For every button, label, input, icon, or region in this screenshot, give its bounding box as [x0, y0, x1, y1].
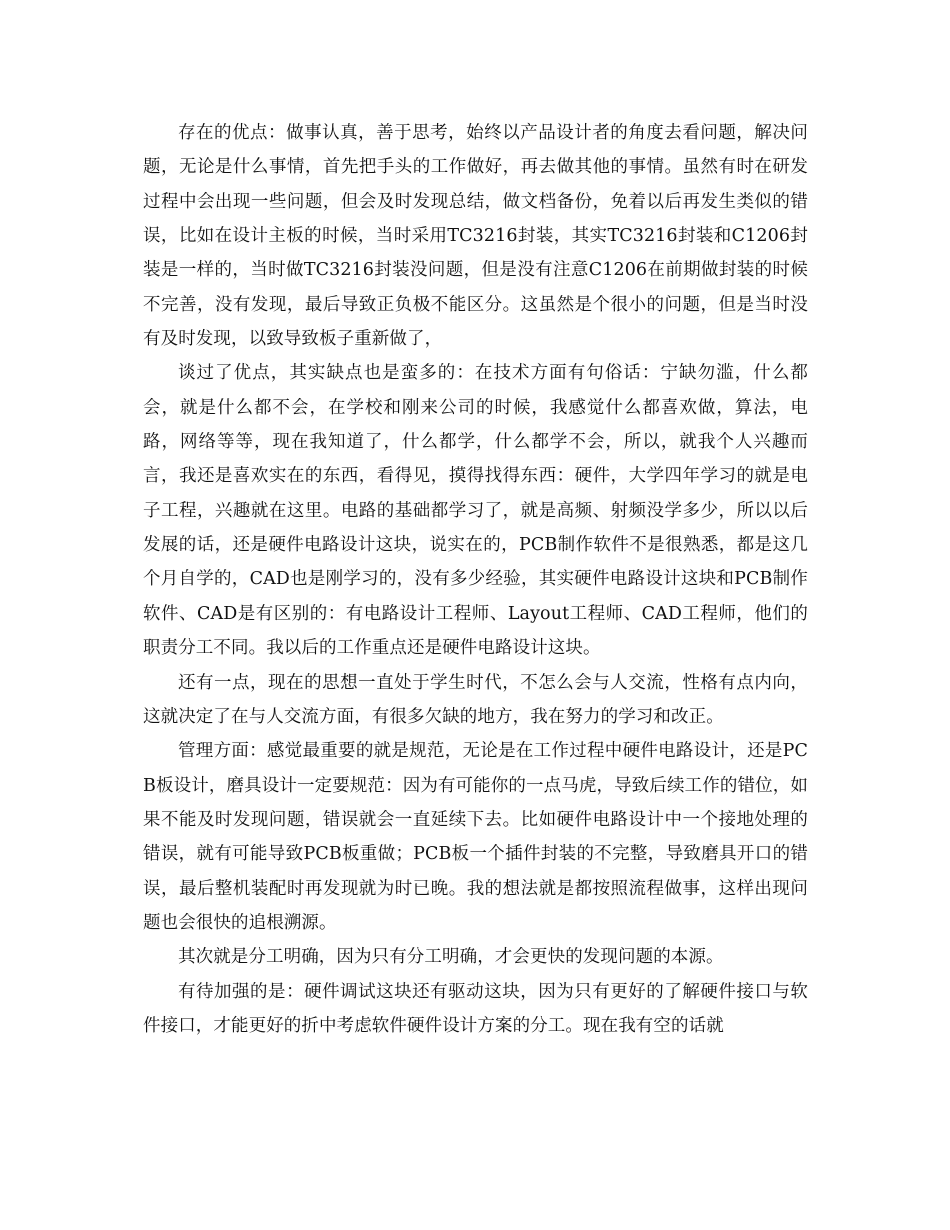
paragraph-management: 管理方面：感觉最重要的就是规范，无论是在工作过程中硬件电路设计，还是PCB板设计，磨具设计一定要规范：因为有可能你的一点马虎，导致后续工作的错位，如果不能及时发现问题，错误就会一直延续下去。比如硬件电路设计中一个接地处理的错误，就有可能导致PCB板重做；PCB板一个插件封装的不完整，导致磨具开口的错误，最后整机装配时再发现就为时已晚。我的想法就是都按照流程做事，这样出现问题也会很快的追根溯源。	[143, 741, 808, 933]
document-body	[143, 116, 808, 1043]
paragraph-to-improve: 有待加强的是：硬件调试这块还有驱动这块，因为只有更好的了解硬件接口与软件接口，才能更好的折中考虑软件硬件设计方案的分工。现在我有空的话就	[143, 981, 808, 1036]
paragraph-weaknesses: 谈过了优点，其实缺点也是蛮多的：在技术方面有句俗话：宁缺勿滥，什么都会，就是什么都不会，在学校和刚来公司的时候，我感觉什么都喜欢做，算法，电路，网络等等，现在我知道了，什么都学，什么都学不会，所以，就我个人兴趣而言，我还是喜欢实在的东西，看得见，摸得找得东西：硬件，大学四年学习的就是电子工程，兴趣就在这里。电路的基础都学习了，就是高频、射频没学多少，所以以后发展的话，还是硬件电路设计这块，说实在的，PCB制作软件不是很熟悉，都是这几个月自学的，CAD也是刚学习的，没有多少经验，其实硬件电路设计这块和PCB制作软件、CAD是有区别的：有电路设计工程师、Layout工程师、CAD工程师，他们的职责分工不同。我以后的工作重点还是硬件电路设计这块。	[143, 363, 808, 659]
paragraph-communication: 还有一点，现在的思想一直处于学生时代，不怎么会与人交流，性格有点内向，这就决定了在与人交流方面，有很多欠缺的地方，我在努力的学习和改正。	[143, 672, 808, 727]
paragraph-division-of-labor: 其次就是分工明确，因为只有分工明确，才会更快的发现问题的本源。	[178, 947, 724, 968]
paragraph-strengths: 存在的优点：做事认真，善于思考，始终以产品设计者的角度去看问题，解决问题，无论是什么事情，首先把手头的工作做好，再去做其他的事情。虽然有时在研发过程中会出现一些问题，但会及时发现总结，做文档备份，免着以后再发生类似的错误，比如在设计主板的时候，当时采用TC3216封装，其实TC3216封装和C1206封装是一样的，当时做TC3216封装没问题，但是没有注意C1206在前期做封装的时候不完善，没有发现，最后导致正负极不能区分。这虽然是个很小的问题，但是当时没有及时发现，以致导致板子重新做了，	[143, 123, 808, 350]
